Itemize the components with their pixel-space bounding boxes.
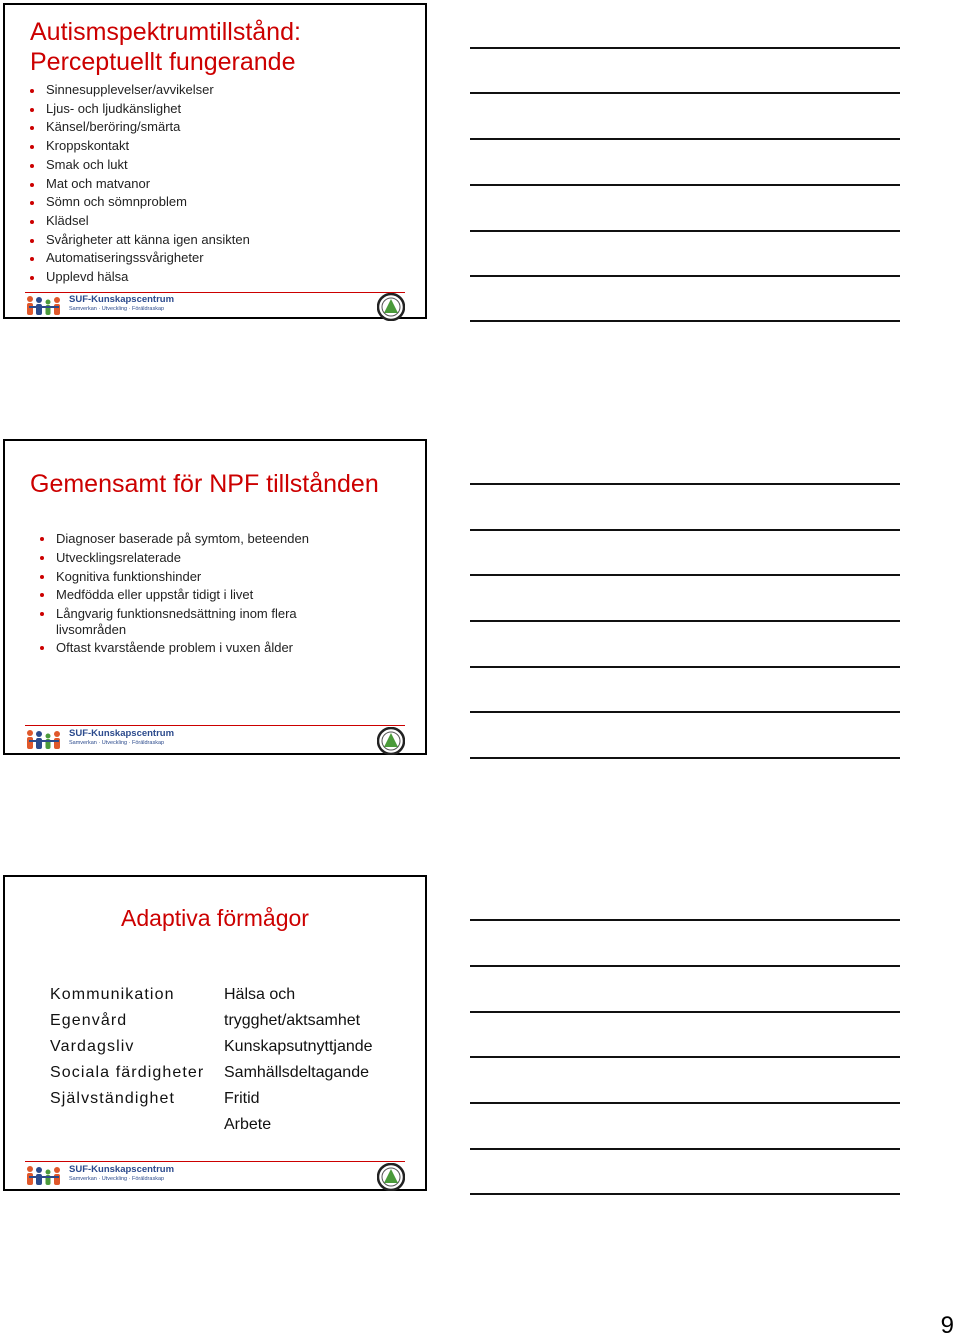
- list-item: Klädsel: [30, 212, 410, 231]
- list-item: Hälsa och: [224, 986, 296, 1003]
- list-item: Ljus- och ljudkänslighet: [30, 100, 410, 119]
- list-item: trygghet/aktsamhet: [224, 1012, 361, 1029]
- slide-title-line-1: Autismspektrumtillstånd:: [30, 18, 301, 46]
- list-item: Oftast kvarstående problem i vuxen ålder: [40, 640, 340, 656]
- slide-title: Gemensamt för NPF tillstånden: [30, 470, 379, 498]
- list-item: Långvarig funktionsnedsättning inom flera livsområden: [40, 606, 340, 637]
- page-number: 9: [940, 1312, 954, 1339]
- note-line: [470, 47, 900, 49]
- list-item: Automatiseringssvårigheter: [30, 249, 410, 268]
- note-line: [470, 529, 900, 531]
- logo-name: SUF-Kunskapscentrum: [69, 1164, 175, 1175]
- footer-divider: [25, 1161, 405, 1162]
- list-item: Samhällsdeltagande: [224, 1064, 369, 1081]
- slide-1: [3, 3, 427, 319]
- note-line: [470, 757, 900, 759]
- list-item: Kommunikation: [50, 986, 175, 1003]
- logo-tagline: Samverkan · Utveckling · Föräldraskap: [69, 1176, 165, 1182]
- list-item: Smak och lukt: [30, 156, 410, 175]
- list-item: Svårigheter att känna igen ansikten: [30, 231, 410, 250]
- note-line: [470, 574, 900, 576]
- logo-tagline: Samverkan · Utveckling · Föräldraskap: [69, 740, 165, 746]
- round-badge-icon: [377, 1163, 405, 1191]
- note-line: [470, 483, 900, 485]
- list-item: Kunskapsutnyttjande: [224, 1038, 373, 1055]
- logo-name: SUF-Kunskapscentrum: [69, 728, 175, 739]
- list-item: Kognitiva funktionshinder: [40, 569, 340, 585]
- list-item: Sinnesupplevelser/avvikelser: [30, 81, 410, 100]
- footer-divider: [25, 725, 405, 726]
- note-line: [470, 138, 900, 140]
- suf-logo-figures-icon: [25, 728, 67, 752]
- list-item: Vardagsliv: [50, 1038, 135, 1055]
- suf-logo-figures-icon: [25, 1164, 67, 1188]
- list-item: Upplevd hälsa: [30, 268, 410, 287]
- slide-title-line-2: Perceptuellt fungerande: [30, 48, 296, 76]
- slide-title: Adaptiva förmågor: [121, 905, 309, 931]
- list-item: Kroppskontakt: [30, 137, 410, 156]
- slide-3: [3, 875, 427, 1191]
- note-line: [470, 230, 900, 232]
- suf-logo: [25, 727, 175, 753]
- note-line: [470, 666, 900, 668]
- list-item: Arbete: [224, 1116, 272, 1133]
- note-line: [470, 620, 900, 622]
- bullet-list: [30, 81, 410, 287]
- list-item: Fritid: [224, 1090, 260, 1107]
- note-line: [470, 965, 900, 967]
- logo-name: SUF-Kunskapscentrum: [69, 294, 175, 305]
- note-line: [470, 711, 900, 713]
- note-line: [470, 1102, 900, 1104]
- note-line: [470, 92, 900, 94]
- note-line: [470, 320, 900, 322]
- suf-logo: [25, 293, 175, 319]
- list-item: Sömn och sömnproblem: [30, 193, 410, 212]
- round-badge-icon: [377, 727, 405, 755]
- adaptive-skills-left-column: [50, 982, 204, 1112]
- logo-tagline: Samverkan · Utveckling · Föräldraskap: [69, 306, 165, 312]
- note-line: [470, 275, 900, 277]
- round-badge-icon: [377, 293, 405, 321]
- list-item: Självständighet: [50, 1090, 176, 1107]
- note-line: [470, 1056, 900, 1058]
- note-line: [470, 1011, 900, 1013]
- list-item: Mat och matvanor: [30, 175, 410, 194]
- list-item: Medfödda eller uppstår tidigt i livet: [40, 587, 340, 603]
- list-item: Utvecklingsrelaterade: [40, 550, 340, 566]
- note-line: [470, 1148, 900, 1150]
- adaptive-skills-right-column: [224, 982, 373, 1138]
- list-item: Känsel/beröring/smärta: [30, 118, 410, 137]
- slide-title: [30, 17, 301, 77]
- suf-logo: [25, 1163, 175, 1189]
- note-line: [470, 919, 900, 921]
- note-line: [470, 184, 900, 186]
- note-line: [470, 1193, 900, 1195]
- list-item: Sociala färdigheter: [50, 1064, 205, 1081]
- list-item: Diagnoser baserade på symtom, beteenden: [40, 531, 340, 547]
- bullet-list: [40, 531, 340, 659]
- slide-2: [3, 439, 427, 755]
- list-item: Egenvård: [50, 1012, 128, 1029]
- suf-logo-figures-icon: [25, 294, 67, 318]
